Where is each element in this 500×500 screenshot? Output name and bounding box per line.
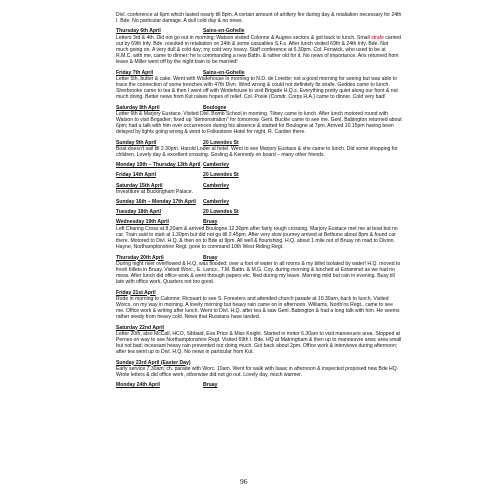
entry-date: Friday 21st April bbox=[116, 289, 156, 296]
entry-place: Boulogne bbox=[203, 104, 227, 111]
entry-place: Bruay bbox=[203, 219, 218, 226]
entry-place: Camberley bbox=[203, 162, 230, 169]
entry-date: Thursday 6th April bbox=[116, 28, 161, 35]
entry-text-part: Boat doesn't sail till 2.30pm. Harold Loder at hotel. Went to see Marjory Eustace & she came to lunch. Did some shopping for children. Lovely day & excellent crossing. Gosling & Kennedy on board – many other friends. bbox=[116, 145, 398, 159]
entry-heading bbox=[116, 199, 402, 205]
page-number: 96 bbox=[240, 477, 248, 486]
diary-entry bbox=[116, 172, 402, 178]
entry-date: Thursday 20th April bbox=[116, 254, 164, 261]
entry-text-part: carried out by 69th Infy. Bde. resulted in retaliation on 24th & some casualties S.F.s. After lunch visited 69th & 24th Infy. Bde. Not much going on. A very dull & cold day; my cold very heavy. Staff conference at 6.30pm. Col. Fenwick, who used to be at R.M.C. with me, came to dinner; he is commanding a new Battn. & rather old for it. No news of importance. Aris returned from leave & Miller went off by the night train to be married! bbox=[116, 34, 401, 66]
entry-text bbox=[116, 331, 402, 356]
entry-text bbox=[116, 189, 402, 195]
entry-place: 20 Lowndes St bbox=[203, 172, 239, 179]
entry-heading bbox=[116, 209, 402, 215]
entry-date: Monday 10th – Thursday 13th April bbox=[116, 162, 201, 169]
entry-place: Camberley bbox=[203, 182, 230, 189]
diary-entry bbox=[116, 290, 402, 321]
entry-text-part: Early service 7.30am; ch. parade with Worc. 10am. Went for walk with Isaac in afternoon & inspected proposed new Bde HQ. Wrote letters & did office work, otherwise did not go out. Lovely day, much warmer. bbox=[116, 365, 399, 378]
entry-text-part: Letter 6th & Marjory Eustace. Visited Divl. Bomb School in morning. Tilney came to lunch. After lunch motored round with Watson to visit Brigadier; fixed up "demonstration" for tomorrow. Genl. Buckle came to see me. Genl. Babington returned about 6pm; had a talk with him over occurrences during his absence & started for Boulogne at 7pm. Arrived 10.15pm having been delayed by lights going wrong & went to Folkestone Hotel for night. R. Carden there. bbox=[116, 110, 402, 136]
diary-entry bbox=[116, 382, 402, 388]
diary-entry bbox=[116, 183, 402, 195]
entry-date: Friday 7th April bbox=[116, 69, 154, 76]
entry-text-part: Rode in morning to Calonne; Ricouart to see S. Foresters and attended church parade at 10.30am, back to lunch. Visited Worcs. on my way in morning. A lovely morning but heavy rain came on in afternoon. Williams, North'ns Regt., came to see me. Office work & writing after lunch. Went to Divl. H.Q. after tea & saw Genl. Babington & had a long talk with him. He seems rather seedy from heavy cold. News that Russians have landed. bbox=[116, 295, 400, 321]
entry-text-part: Left Charing Cross at 8.20am & arrived Boulogne 12.30pm after fairly rough crossing. Marjory Eustace met me at boat but no car. Train said to start at 1.30pm but did not go till 2.45pm. After very slow journey arrived at Bethune about 8pm & found car there. Motored to Divl. H.Q. & then on to Bde at 9pm. All well & flourishing. H.Q. about 1 mile out of Bruay on road to Divion. Hayne, Northamptonshire Regt. gone to command 10th West Riding Regt. bbox=[116, 225, 398, 251]
entry-text bbox=[116, 35, 402, 66]
entry-place: Sains-en-Gohelle bbox=[203, 28, 245, 35]
entry-date: Monday 24th April bbox=[116, 382, 160, 389]
entry-date: Saturday 8th April bbox=[116, 104, 160, 111]
entry-text-part: Letter 5th, butter & cake. Went with Wodehouse in morning to N.D. de Lorette; not a good morning for seeing but was able to trace the connection of some trenches with 47th Divn. Wind wrong & could not definitely fix strafe. Geddes came to lunch. Sherbrooke came to tea & then I went off with Wodehouse to visit Brigade H.Q.s. Everything pretty quiet along our front & not much doing. Better news from Kut raises hopes of relief. Col. Poole (Comdr. Corps H.A.) came to dinner. Cold very bad! bbox=[116, 75, 398, 101]
entry-place: Bruay bbox=[203, 254, 218, 261]
entry-place: Camberley bbox=[203, 199, 230, 206]
intro-paragraph: Divl. conference at 6pm which lasted nearly till 8pm. A certain amount of artillery fire during day & retaliation necessary for 24th I. Bde. No particular damage. A dull cold day & no news. bbox=[116, 12, 402, 25]
diary-entry bbox=[116, 360, 402, 379]
diary-entry bbox=[116, 28, 402, 65]
entry-text bbox=[116, 146, 402, 158]
entry-text-part: Investiture at Buckingham Palace. bbox=[116, 188, 194, 195]
entry-date: Sunday 16th – Monday 17th April bbox=[116, 199, 196, 206]
diary-entry bbox=[116, 209, 402, 215]
entry-text-part: Letter 20th, also McCall, HCO, Sibbald, Eva Price & Miss Knight. Started in motor 6.30am to visit manoeuvre area. Stopped at Pernes on way to see Northamptonshire Regt. Visited 69th I. Bde. HQ at Matringham & then up to manoeuvre area; area small but not bad; incessant heavy rain prevented our doing much. Got back about 2pm. Office work & interviews during afternoon; after tea went up to Divl. H.Q. No news in particular from Kut. bbox=[116, 330, 402, 356]
diary-entry bbox=[116, 199, 402, 205]
diary-entry bbox=[116, 162, 402, 168]
entry-text bbox=[116, 296, 402, 321]
diary-page bbox=[116, 12, 402, 392]
entry-text bbox=[116, 111, 402, 136]
entry-date: Wednesday 19th April bbox=[116, 219, 169, 226]
entry-date: Sunday 23rd April (Easter Day) bbox=[116, 359, 191, 366]
diary-entries bbox=[116, 28, 402, 388]
entry-heading bbox=[116, 382, 402, 388]
entry-date: Saturday 15th April bbox=[116, 182, 163, 189]
diary-entry bbox=[116, 70, 402, 101]
diary-entry bbox=[116, 105, 402, 136]
entry-place: Bruay bbox=[203, 382, 218, 389]
entry-text-part: Letters 3rd & 4th. Did not go out in morning; Watson visited Colonne & Augres sectors & got back to lunch. Small bbox=[116, 34, 372, 41]
entry-place: 20 Lowndes St bbox=[203, 209, 239, 216]
entry-heading bbox=[116, 162, 402, 168]
entry-text bbox=[116, 226, 402, 251]
entry-place: 20 Lowndes St bbox=[203, 139, 239, 146]
diary-entry bbox=[116, 219, 402, 250]
entry-text bbox=[116, 261, 402, 286]
entry-date: Saturday 22nd April bbox=[116, 324, 164, 331]
entry-date: Tuesday 18th April bbox=[116, 209, 162, 216]
entry-date: Sunday 9th April bbox=[116, 139, 157, 146]
entry-place: Sains-en-Gohelle bbox=[203, 69, 245, 76]
diary-entry bbox=[116, 255, 402, 286]
diary-entry bbox=[116, 325, 402, 356]
diary-entry bbox=[116, 140, 402, 159]
entry-text bbox=[116, 366, 402, 378]
highlighted-word: strafe bbox=[371, 34, 384, 41]
entry-heading bbox=[116, 172, 402, 178]
entry-date: Friday 14th April bbox=[116, 172, 157, 179]
entry-text bbox=[116, 76, 402, 101]
entry-text-part: During night river overflowed & H.Q. was flooded; over a foot of water in all rooms & my billet isolated by water! H.Q. moved to fresh billets in Bruay. Visited Worc., E. Lancs., T.M. Battn. & M.G. Coy. during morning & lunched at Estaminet as we had no mess. After lunch did office work & went through papers etc. filed during my leave. Morning mild but rain in evening. Busy till late with office work. Quarters not too good. bbox=[116, 260, 401, 286]
